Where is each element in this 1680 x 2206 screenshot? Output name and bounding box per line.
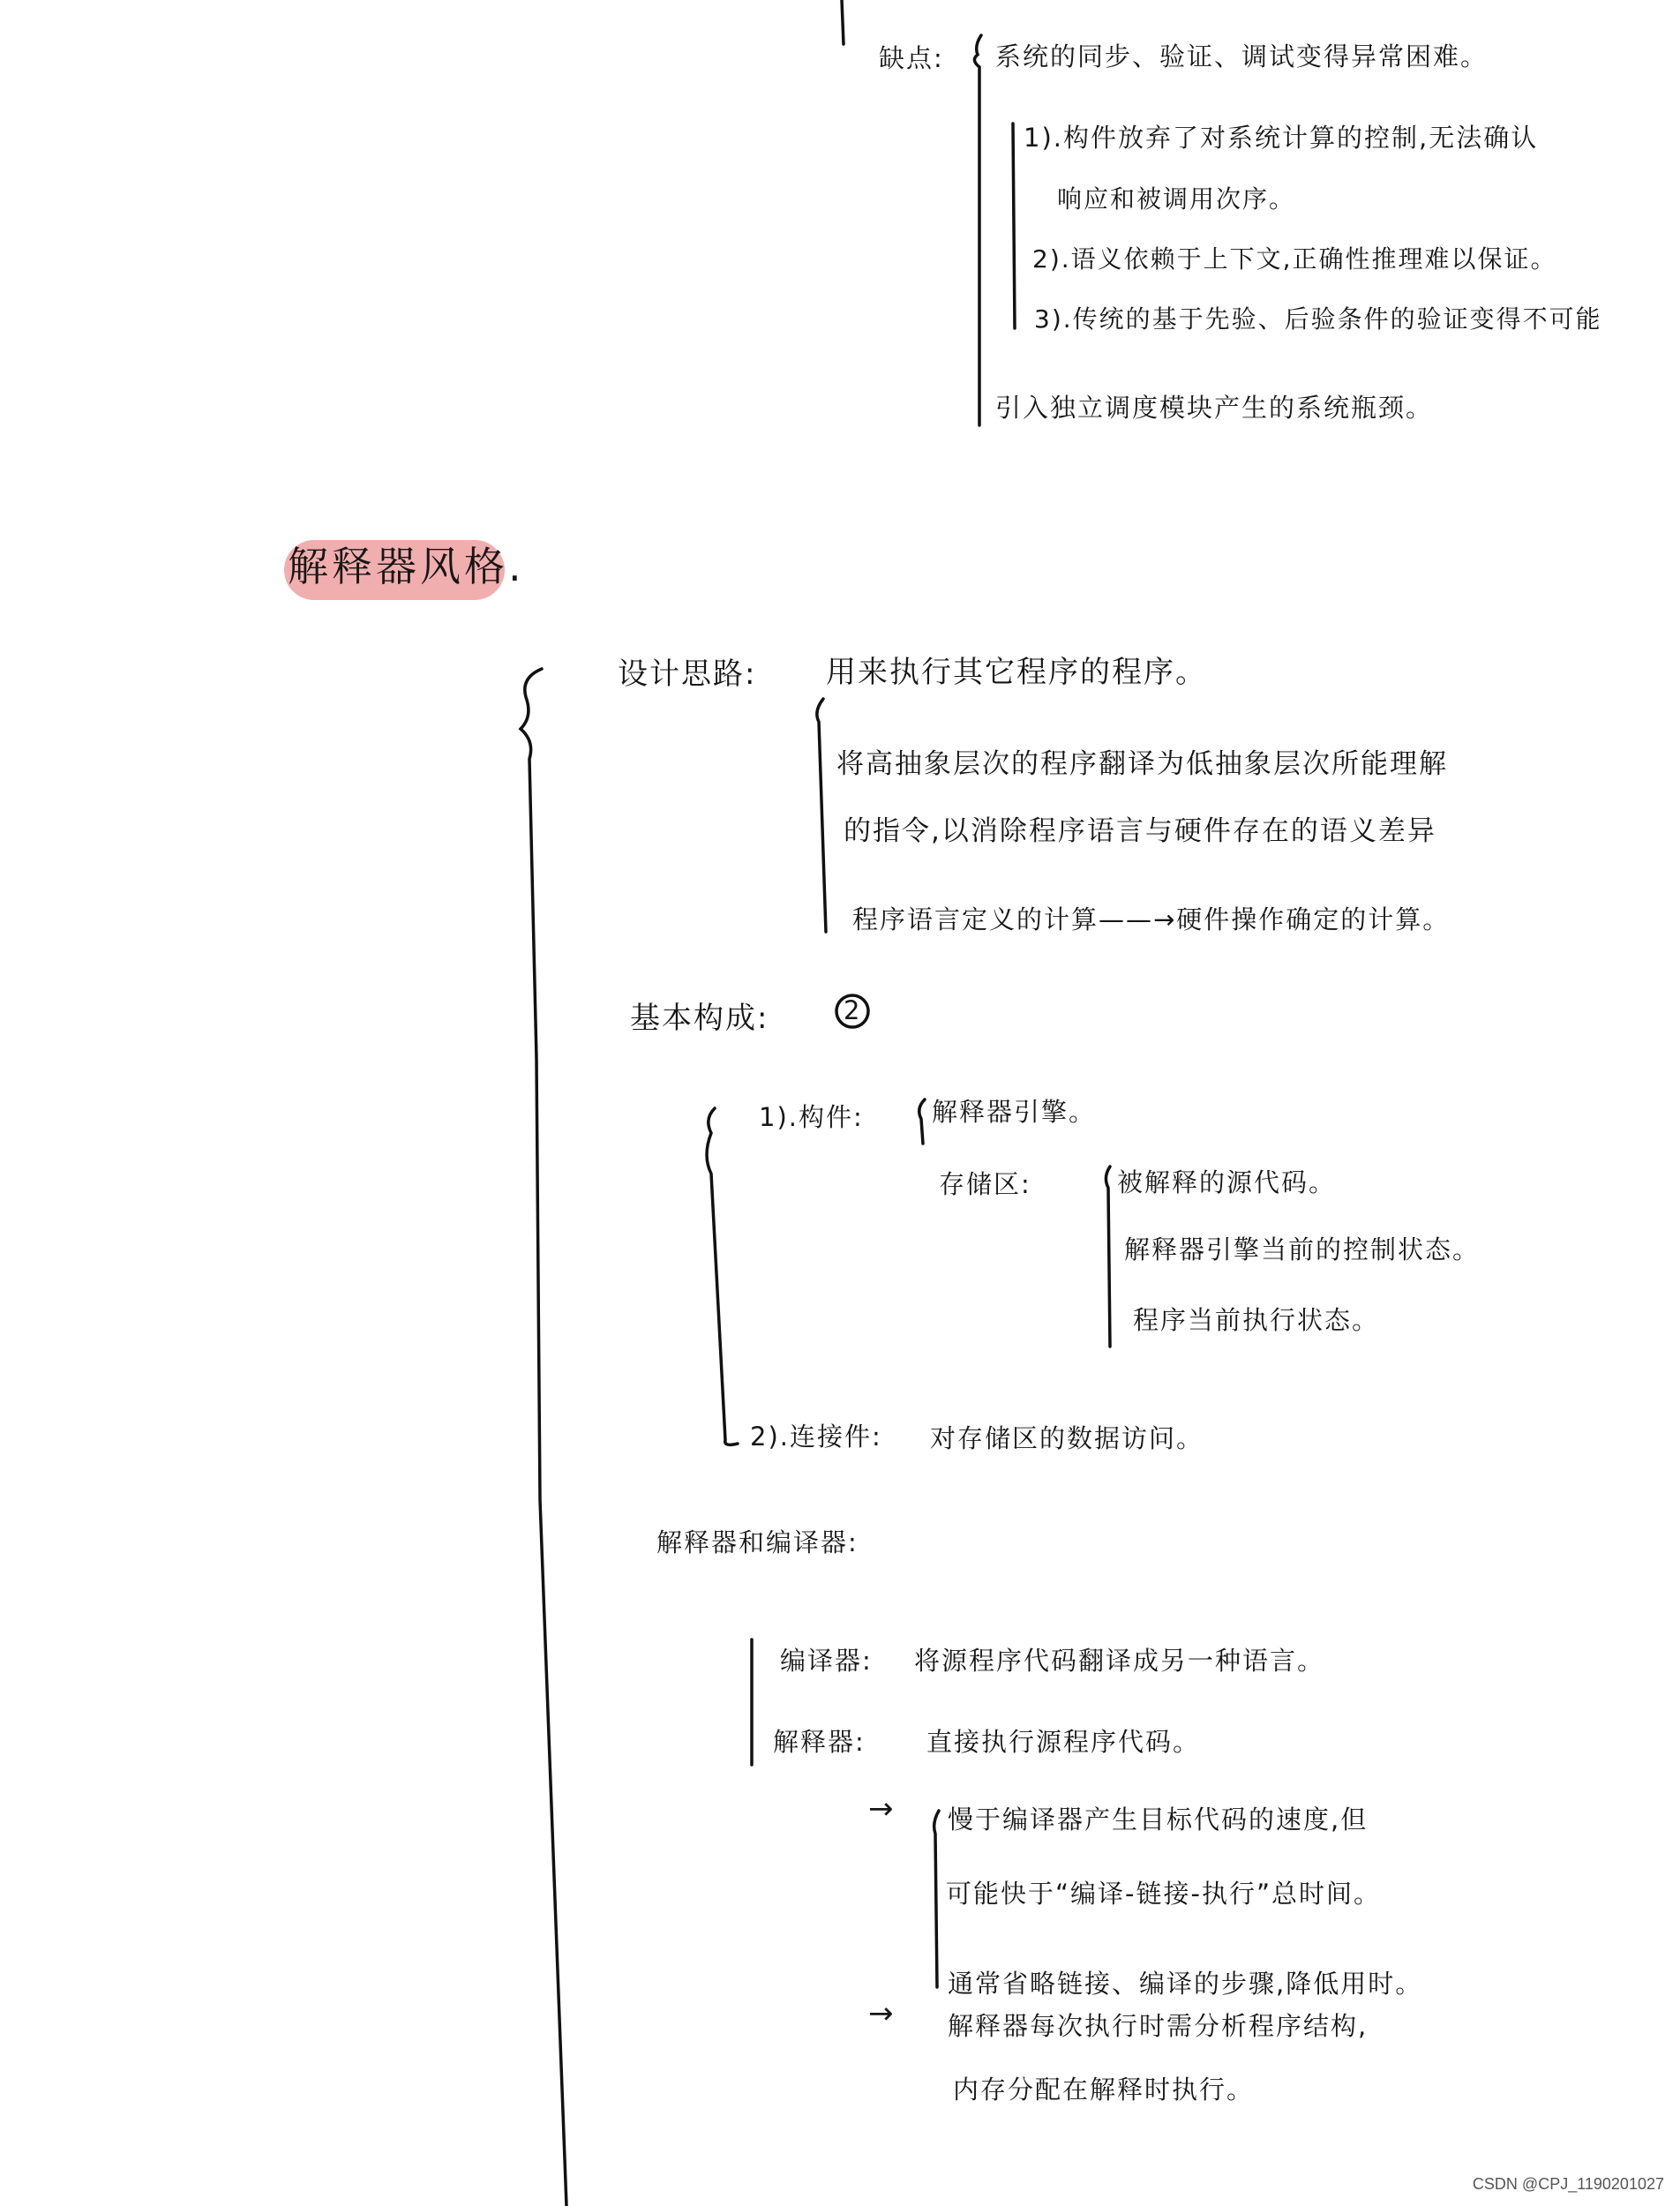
main-vertical-line [521, 669, 566, 2206]
drawback-bottleneck: 引入独立调度模块产生的系统瓶颈。 [995, 393, 1434, 423]
point-2b: 内存分配在解释时执行。 [953, 2075, 1255, 2105]
engine-brace [919, 1099, 925, 1144]
compiler-label: 编译器: [780, 1646, 873, 1676]
drawback-sub-1a: 1).构件放弃了对系统计算的控制,无法确认 [1024, 123, 1539, 153]
storage-item-1: 被解释的源代码。 [1117, 1167, 1337, 1197]
watermark: CSDN @CPJ_1190201027 [1472, 2175, 1664, 2193]
composition-count: 2 [844, 995, 862, 1025]
storage-brace [1106, 1167, 1110, 1347]
drawback-sub-2: 2).语义依赖于上下文,正确性推理难以保证。 [1032, 244, 1557, 274]
top-sub-brace [1013, 124, 1015, 328]
drawback-sub-1b: 响应和被调用次序。 [1057, 184, 1296, 214]
point-2a: 解释器每次执行时需分析程序结构, [948, 2011, 1369, 2041]
top-brace [974, 35, 981, 425]
storage-label: 存储区: [939, 1169, 1031, 1199]
drawbacks-label: 缺点: [879, 43, 944, 73]
point-1c: 通常省略链接、编译的步骤,降低用时。 [948, 1969, 1423, 1999]
section-title-dot: . [508, 543, 525, 590]
design-brace [817, 699, 826, 932]
design-line-4: 程序语言定义的计算——→硬件操作确定的计算。 [852, 904, 1451, 934]
compare-label: 解释器和编译器: [656, 1527, 859, 1557]
interpreter-label: 解释器: [773, 1727, 866, 1757]
point-1b: 可能快于“编译-链接-执行”总时间。 [946, 1879, 1381, 1909]
components-brace [707, 1108, 738, 1444]
top-edge-tick [842, 0, 844, 44]
connector-label: 2).连接件: [750, 1422, 882, 1452]
design-line-3: 的指令,以消除程序语言与硬件存在的语义差异 [844, 815, 1436, 847]
drawback-line: 系统的同步、验证、调试变得异常困难。 [995, 41, 1489, 71]
composition-label: 基本构成: [630, 1001, 769, 1036]
components-label: 1).构件: [759, 1102, 864, 1132]
arrow-icon-2: → [868, 1996, 896, 2031]
storage-item-3: 程序当前执行状态。 [1133, 1305, 1380, 1335]
design-label: 设计思路: [618, 657, 757, 692]
arrow-icon: → [868, 1791, 896, 1827]
drawback-sub-3: 3).传统的基于先验、后验条件的验证变得不可能 [1034, 304, 1602, 334]
design-line-1: 用来执行其它程序的程序。 [826, 655, 1207, 690]
interpreter-text: 直接执行源程序代码。 [926, 1727, 1201, 1757]
section-title-text: 解释器风格 [288, 543, 508, 590]
interpreter-engine: 解释器引擎。 [932, 1097, 1097, 1127]
compiler-text: 将源程序代码翻译成另一种语言。 [914, 1646, 1325, 1676]
connector-text: 对存储区的数据访问。 [930, 1423, 1204, 1453]
design-line-2: 将高抽象层次的程序翻译为低抽象层次所能理解 [836, 748, 1448, 780]
points-brace [934, 1811, 939, 1987]
storage-item-2: 解释器引擎当前的控制状态。 [1124, 1234, 1481, 1264]
section-title [288, 535, 525, 593]
point-1a: 慢于编译器产生目标代码的速度,但 [948, 1805, 1369, 1835]
